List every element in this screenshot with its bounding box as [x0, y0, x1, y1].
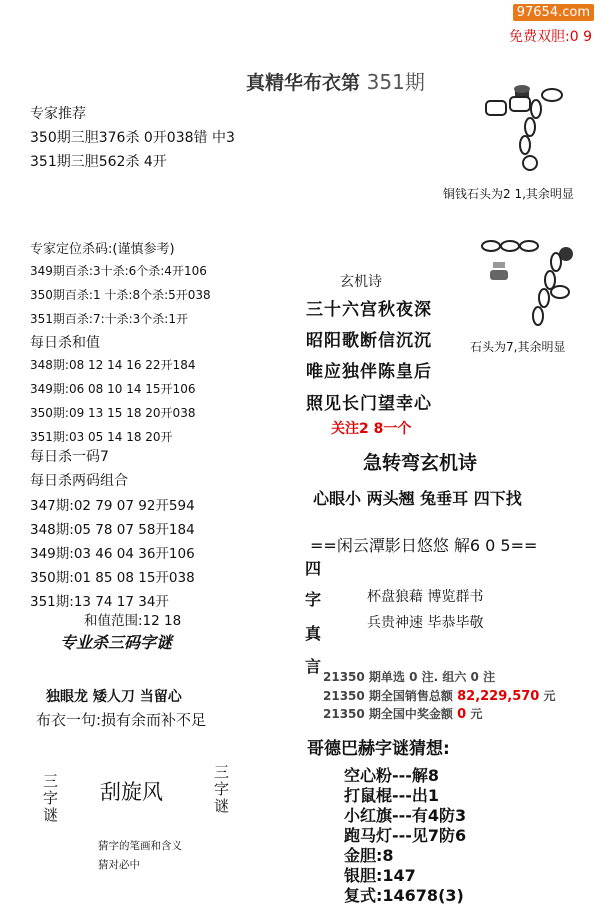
- position-kill-line: 349期百杀:3十杀:6个杀:4开106: [30, 264, 207, 278]
- page-title: [246, 66, 425, 95]
- mystic-poem-line: 昭阳歌断信沉沉: [306, 331, 432, 351]
- lottery-prize-value: 0: [457, 707, 467, 722]
- title-main: 真精华布衣第: [246, 72, 361, 94]
- free-pick: 免费双胆:0 9: [509, 29, 592, 45]
- turn-poem-head: 急转弯玄机诗: [363, 452, 478, 474]
- goedel-head: 哥德巴赫字谜猜想:: [307, 739, 450, 759]
- goedel-line: 银胆:147: [344, 866, 416, 885]
- expert-line: 351期三胆562杀 4开: [30, 154, 167, 170]
- three-riddle-line: 独眼龙 矮人刀 当留心: [46, 689, 182, 705]
- goedel-line: 打鼠棍---出1: [344, 786, 440, 805]
- daily-two-line: 351期:13 74 17 34开: [30, 594, 169, 610]
- site-badge: 97654.com: [513, 4, 594, 21]
- daily-sum-line: 350期:09 13 15 18 20开038: [30, 406, 196, 420]
- expert-line: 350期三胆376杀 0开038错 中3: [30, 130, 235, 146]
- four-char-row1: 杯盘狼藉 博览群书: [367, 589, 484, 605]
- lottery-prize-label: 21350 期全国中奖金额: [323, 707, 458, 721]
- four-char-v1: 四: [305, 559, 322, 578]
- daily-sum-line: 351期:03 05 14 18 20开: [30, 430, 173, 444]
- riddle-label-right: 三字谜: [212, 764, 230, 815]
- daily-two-line: 349期:03 46 04 36开106: [30, 546, 195, 562]
- expert-head: 专家推荐: [30, 106, 86, 122]
- four-char-v2: 字: [305, 590, 322, 609]
- daily-two-line: 347期:02 79 07 92开594: [30, 498, 195, 514]
- lottery-sales-unit: 元: [539, 689, 556, 703]
- lottery-prize-unit: 元: [466, 707, 483, 721]
- pic1-caption: 铜钱石头为2 1,其余明显: [443, 187, 574, 201]
- lottery-line-3: [323, 705, 482, 722]
- stone-chain-picture: [480, 236, 580, 331]
- daily-sum-line: 349期:06 08 10 14 15开106: [30, 382, 196, 396]
- cloud-line: ==闲云潭影日悠悠 解6 0 5==: [310, 536, 538, 555]
- mystic-poem-head: 玄机诗: [340, 274, 382, 290]
- mystic-poem-line: 照见长门望幸心: [306, 394, 432, 414]
- daily-sum-line: 348期:08 12 14 16 22开184: [30, 358, 196, 372]
- goedel-line: 跑马灯---见7防6: [344, 826, 467, 845]
- pic2-caption: 石头为7,其余明显: [470, 340, 566, 354]
- mystic-poem-focus: 关注2 8一个: [331, 421, 412, 437]
- position-kill-line: 351期百杀:7:十杀:3个杀:1开: [30, 312, 188, 326]
- daily-one: 每日杀一码7: [30, 449, 109, 465]
- goedel-line: 复式:14678(3): [344, 886, 464, 905]
- position-kill-line: 350期百杀:1 十杀:8个杀:5开038: [30, 288, 211, 302]
- position-kill-head: 专家定位杀码:(谨慎参考): [30, 242, 175, 257]
- daily-two-head: 每日杀两码组合: [30, 473, 128, 489]
- goedel-line: 小红旗---有4防3: [344, 806, 467, 825]
- lottery-line-1: 21350 期单选 0 注. 组六 0 注: [323, 670, 496, 684]
- title-issue: 351期: [366, 70, 425, 94]
- riddle-label-left: 三字谜: [41, 773, 59, 824]
- goedel-line: 金胆:8: [344, 846, 394, 865]
- daily-two-line: 350期:01 85 08 15开038: [30, 570, 195, 586]
- daily-two-line: 348期:05 78 07 58开184: [30, 522, 195, 538]
- riddle-center: 刮旋风: [100, 780, 163, 804]
- four-char-row2: 兵贵神速 毕恭毕敬: [367, 615, 484, 631]
- lottery-line-2: [323, 687, 556, 704]
- four-char-v3: 真: [305, 624, 322, 643]
- goedel-line: 空心粉---解8: [344, 766, 440, 785]
- turn-poem-line: 心眼小 两头翘 兔垂耳 四下找: [313, 489, 522, 508]
- sum-range: 和值范围:12 18: [84, 613, 182, 629]
- riddle-note2: 猜对必中: [98, 859, 140, 871]
- coin-chain-picture: [470, 75, 580, 180]
- riddle-note1: 猜字的笔画和含义: [98, 840, 182, 852]
- buyi-line: 布衣一句:损有余而补不足: [36, 711, 207, 729]
- mystic-poem-line: 三十六宫秋夜深: [306, 300, 432, 320]
- three-riddle-head: 专业杀三码字谜: [60, 633, 173, 652]
- lottery-sales-value: 82,229,570: [457, 689, 540, 704]
- four-char-v4: 言: [305, 657, 322, 676]
- lottery-sales-label: 21350 期全国销售总额: [323, 689, 458, 703]
- mystic-poem-line: 唯应独伴陈皇后: [306, 362, 432, 382]
- daily-sum-head: 每日杀和值: [30, 335, 100, 351]
